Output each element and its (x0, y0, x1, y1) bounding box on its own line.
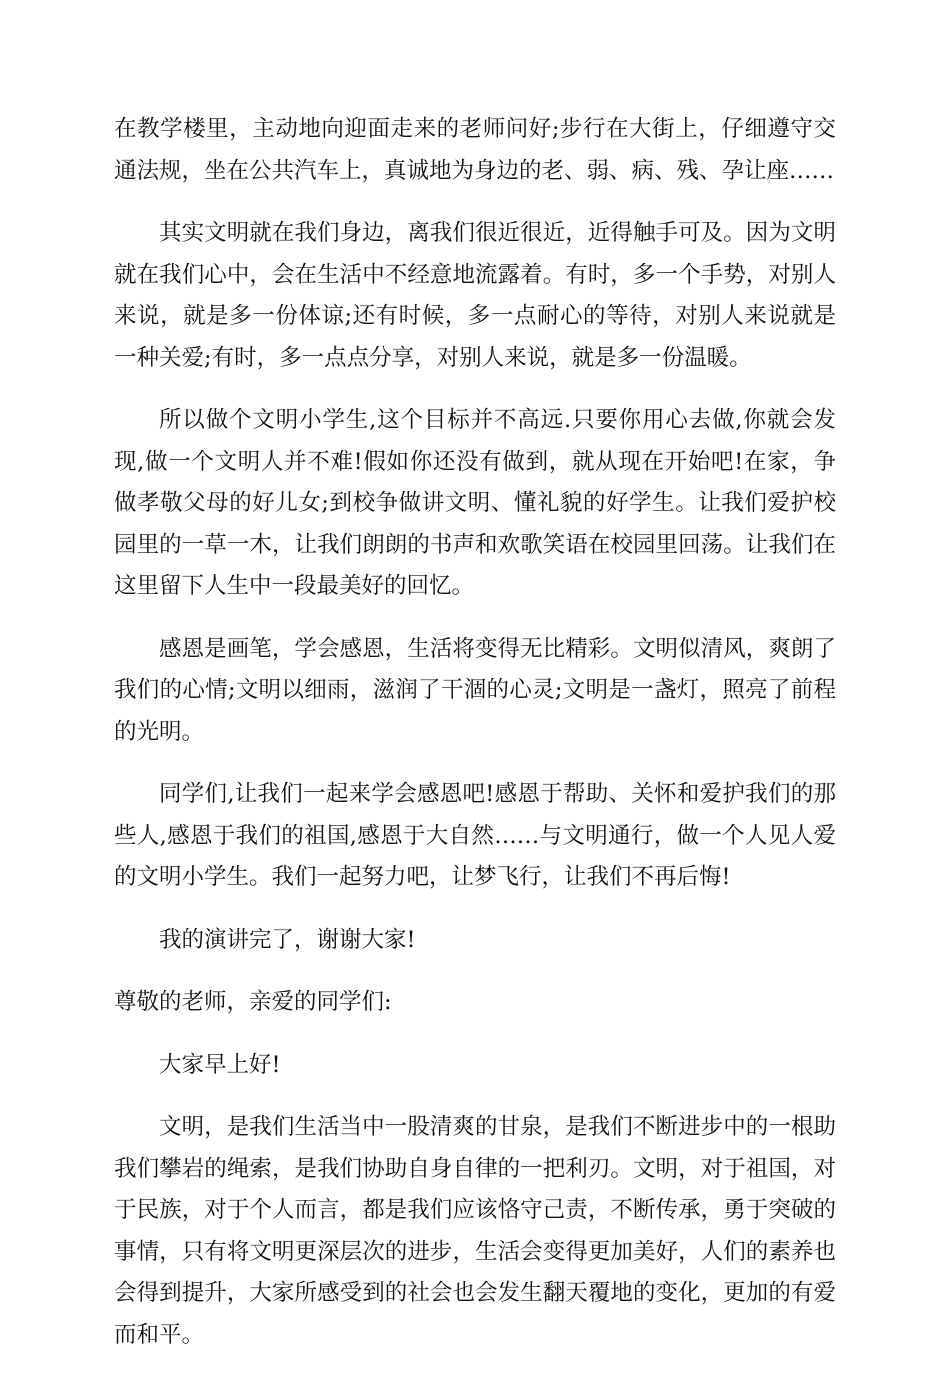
paragraph-civility-near: 其实文明就在我们身边，离我们很近很近，近得触手可及。因为文明就在我们心中，会在生活中不经意地流露着。有时，多一个手势，对别人来说，就是多一份体谅;还有时候，多一点耐心的等待，对别人来说就是一种关爱;有时，多一点点分享，对别人来说，就是多一份温暖。 (114, 220, 836, 371)
paragraph-greeting: 大家早上好! (159, 1051, 281, 1078)
paragraph-salutation: 尊敬的老师，亲爱的同学们: (114, 989, 392, 1015)
paragraph-courtesy-examples: 在教学楼里，主动地向迎面走来的老师问好;步行在大街上，仔细遵守交通法规，坐在公共汽车上，真诚地为身边的老、弱、病、残、孕让座…… (114, 116, 836, 184)
paragraph-learn-gratitude: 同学们,让我们一起来学会感恩吧!感恩于帮助、关怀和爱护我们的那些人,感恩于我们的祖国,感恩于大自然……与文明通行，做一个人见人爱的文明小学生。我们一起努力吧，让梦飞行，让我们不再后悔! (114, 781, 836, 890)
paragraph-speech-end: 我的演讲完了，谢谢大家! (159, 926, 416, 953)
paragraph-be-civil-student: 所以做个文明小学生,这个目标并不高远.只要你用心去做,你就会发现,做一个文明人并不难!假如你还没有做到，就从现在开始吧!在家，争做孝敬父母的好儿女;到校争做讲文明、懂礼貌的好学生。让我们爱护校园里的一草一木，让我们朗朗的书声和欢歌笑语在校园里回荡。让我们在这里留下人生中一段最美好的回忆。 (114, 407, 836, 599)
paragraph-civility-spring: 文明，是我们生活当中一股清爽的甘泉，是我们不断进步中的一根助我们攀岩的绳索，是我们协助自身自律的一把利刃。文明，对于祖国，对于民族，对于个人而言，都是我们应该恪守己责，不断传承，勇于突破的事情，只有将文明更深层次的进步，生活会变得更加美好，人们的素养也会得到提升，大家所感受到的社会也会发生翻天覆地的变化，更加的有爱而和平。 (114, 1114, 836, 1348)
paragraph-gratitude-brush: 感恩是画笔，学会感恩，生活将变得无比精彩。文明似清风，爽朗了我们的心情;文明以细雨，滋润了干涸的心灵;文明是一盏灯，照亮了前程的光明。 (114, 635, 836, 745)
document-body (114, 109, 836, 1377)
